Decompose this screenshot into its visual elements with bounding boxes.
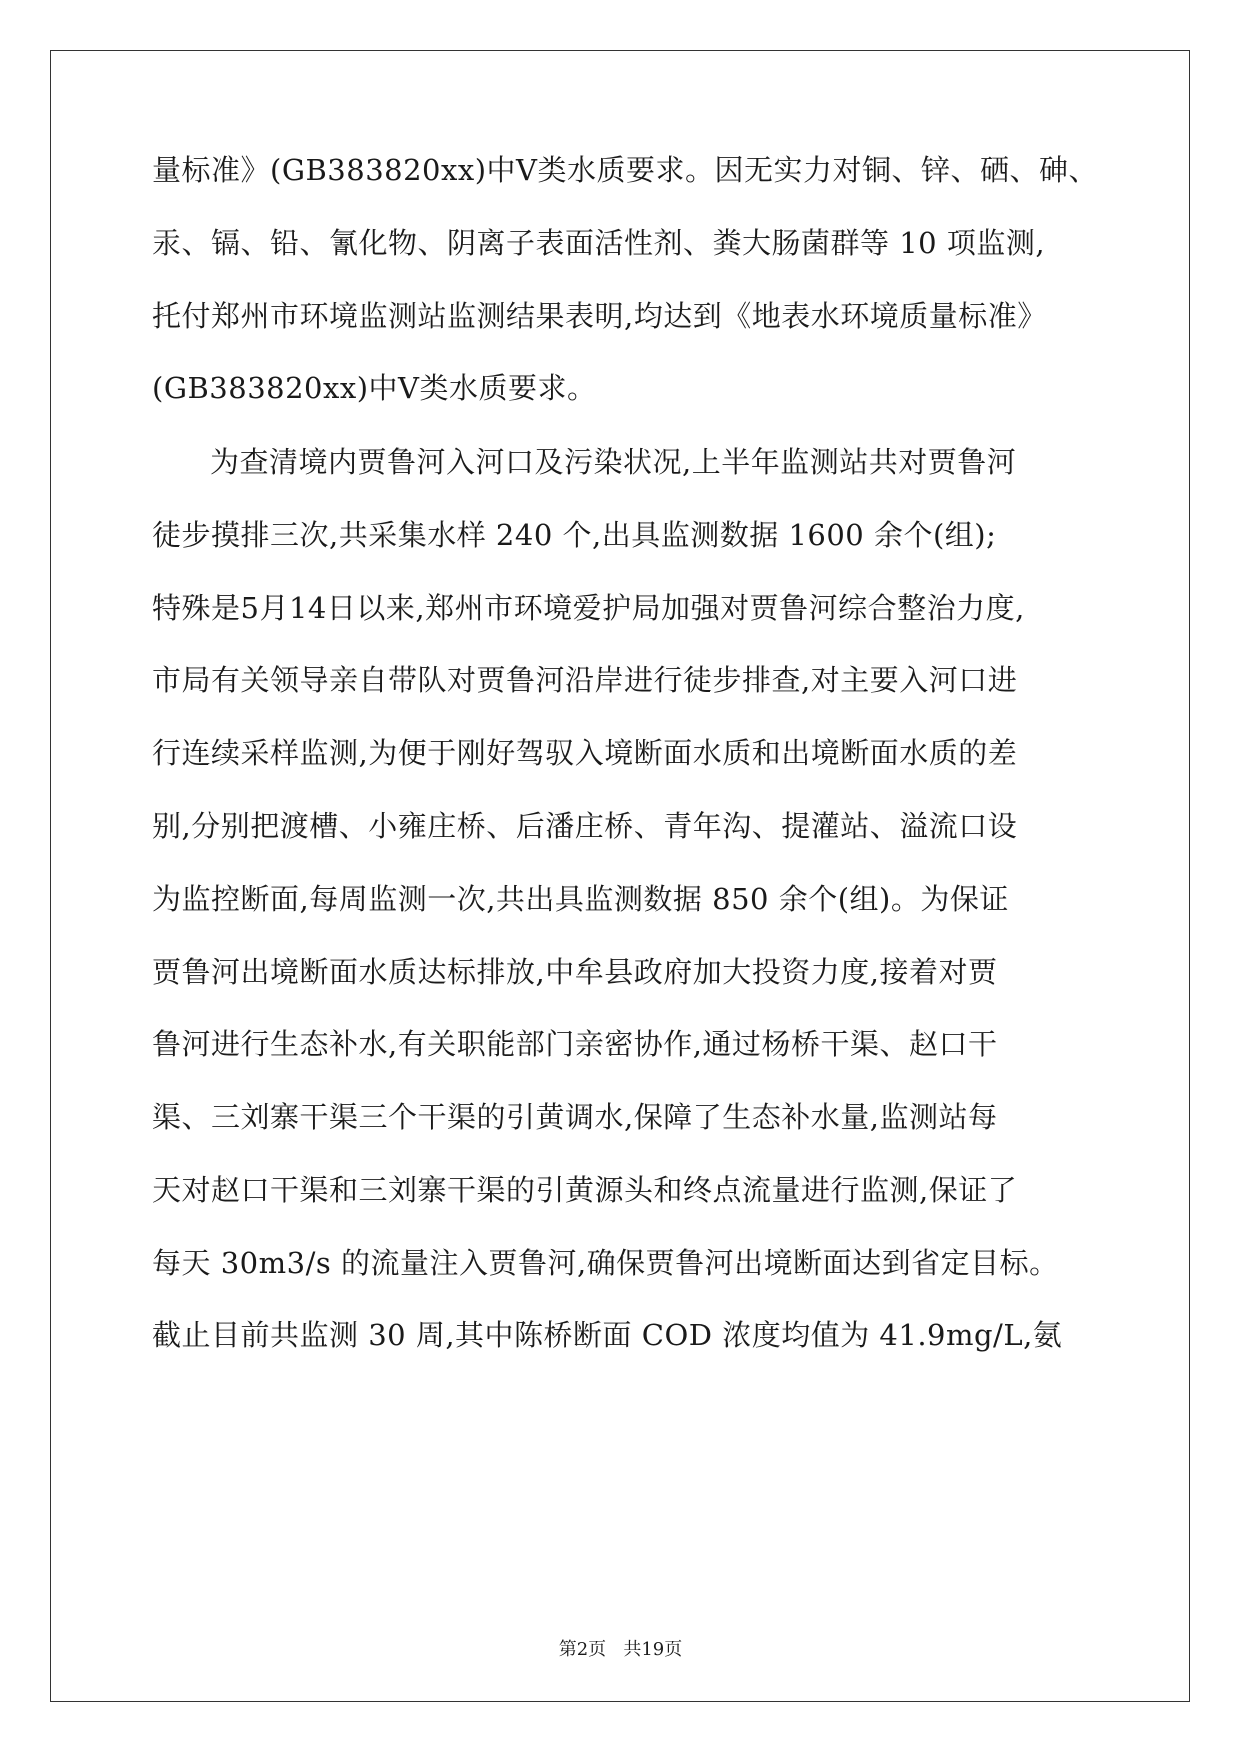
text-line-3: 托付郑州市环境监测站监测结果表明,均达到《地表水环境质量标准》 (152, 299, 1047, 333)
text-line-17: 截止目前共监测 30 周,其中陈桥断面 COD 浓度均值为 41.9mg/L,氨 (152, 1318, 1063, 1352)
text-line-14: 渠、三刘寨干渠三个干渠的引黄调水,保障了生态补水量,监测站每 (152, 1100, 998, 1134)
paragraph-start-line: 为查清境内贾鲁河入河口及污染状况,上半年监测站共对贾鲁河 (210, 445, 1017, 479)
text-line-8: 市局有关领导亲自带队对贾鲁河沿岸进行徒步排查,对主要入河口进 (152, 663, 1018, 697)
text-line-13: 鲁河进行生态补水,有关职能部门亲密协作,通过杨桥干渠、赵口干 (152, 1027, 998, 1061)
page-number: 第2页 (558, 1639, 607, 1660)
text-line-1: 量标准》(GB383820xx)中Ⅴ类水质要求。因无实力对铜、锌、硒、砷、 (152, 153, 1098, 187)
page-footer (0, 1635, 1241, 1661)
text-line-16: 每天 30m3/s 的流量注入贾鲁河,确保贾鲁河出境断面达到省定目标。 (152, 1246, 1059, 1280)
text-line-15: 天对赵口干渠和三刘寨干渠的引黄源头和终点流量进行监测,保证了 (152, 1173, 1018, 1207)
text-line-11: 为监控断面,每周监测一次,共出具监测数据 850 余个(组)。为保证 (152, 882, 1009, 916)
page-total: 共19页 (623, 1639, 683, 1660)
text-line-4: (GB383820xx)中Ⅴ类水质要求。 (152, 371, 597, 405)
text-line-6: 徒步摸排三次,共采集水样 240 个,出具监测数据 1600 余个(组); (152, 518, 997, 552)
text-line-7: 特殊是5月14日以来,郑州市环境爱护局加强对贾鲁河综合整治力度, (152, 591, 1025, 625)
text-line-9: 行连续采样监测,为便于刚好驾驭入境断面水质和出境断面水质的差 (152, 736, 1018, 770)
text-line-12: 贾鲁河出境断面水质达标排放,中牟县政府加大投资力度,接着对贾 (152, 955, 998, 989)
text-line-2: 汞、镉、铅、氰化物、阴离子表面活性剂、粪大肠菌群等 10 项监测, (152, 226, 1046, 260)
text-line-10: 别,分别把渡槽、小雍庄桥、后潘庄桥、青年沟、提灌站、溢流口设 (152, 809, 1018, 843)
